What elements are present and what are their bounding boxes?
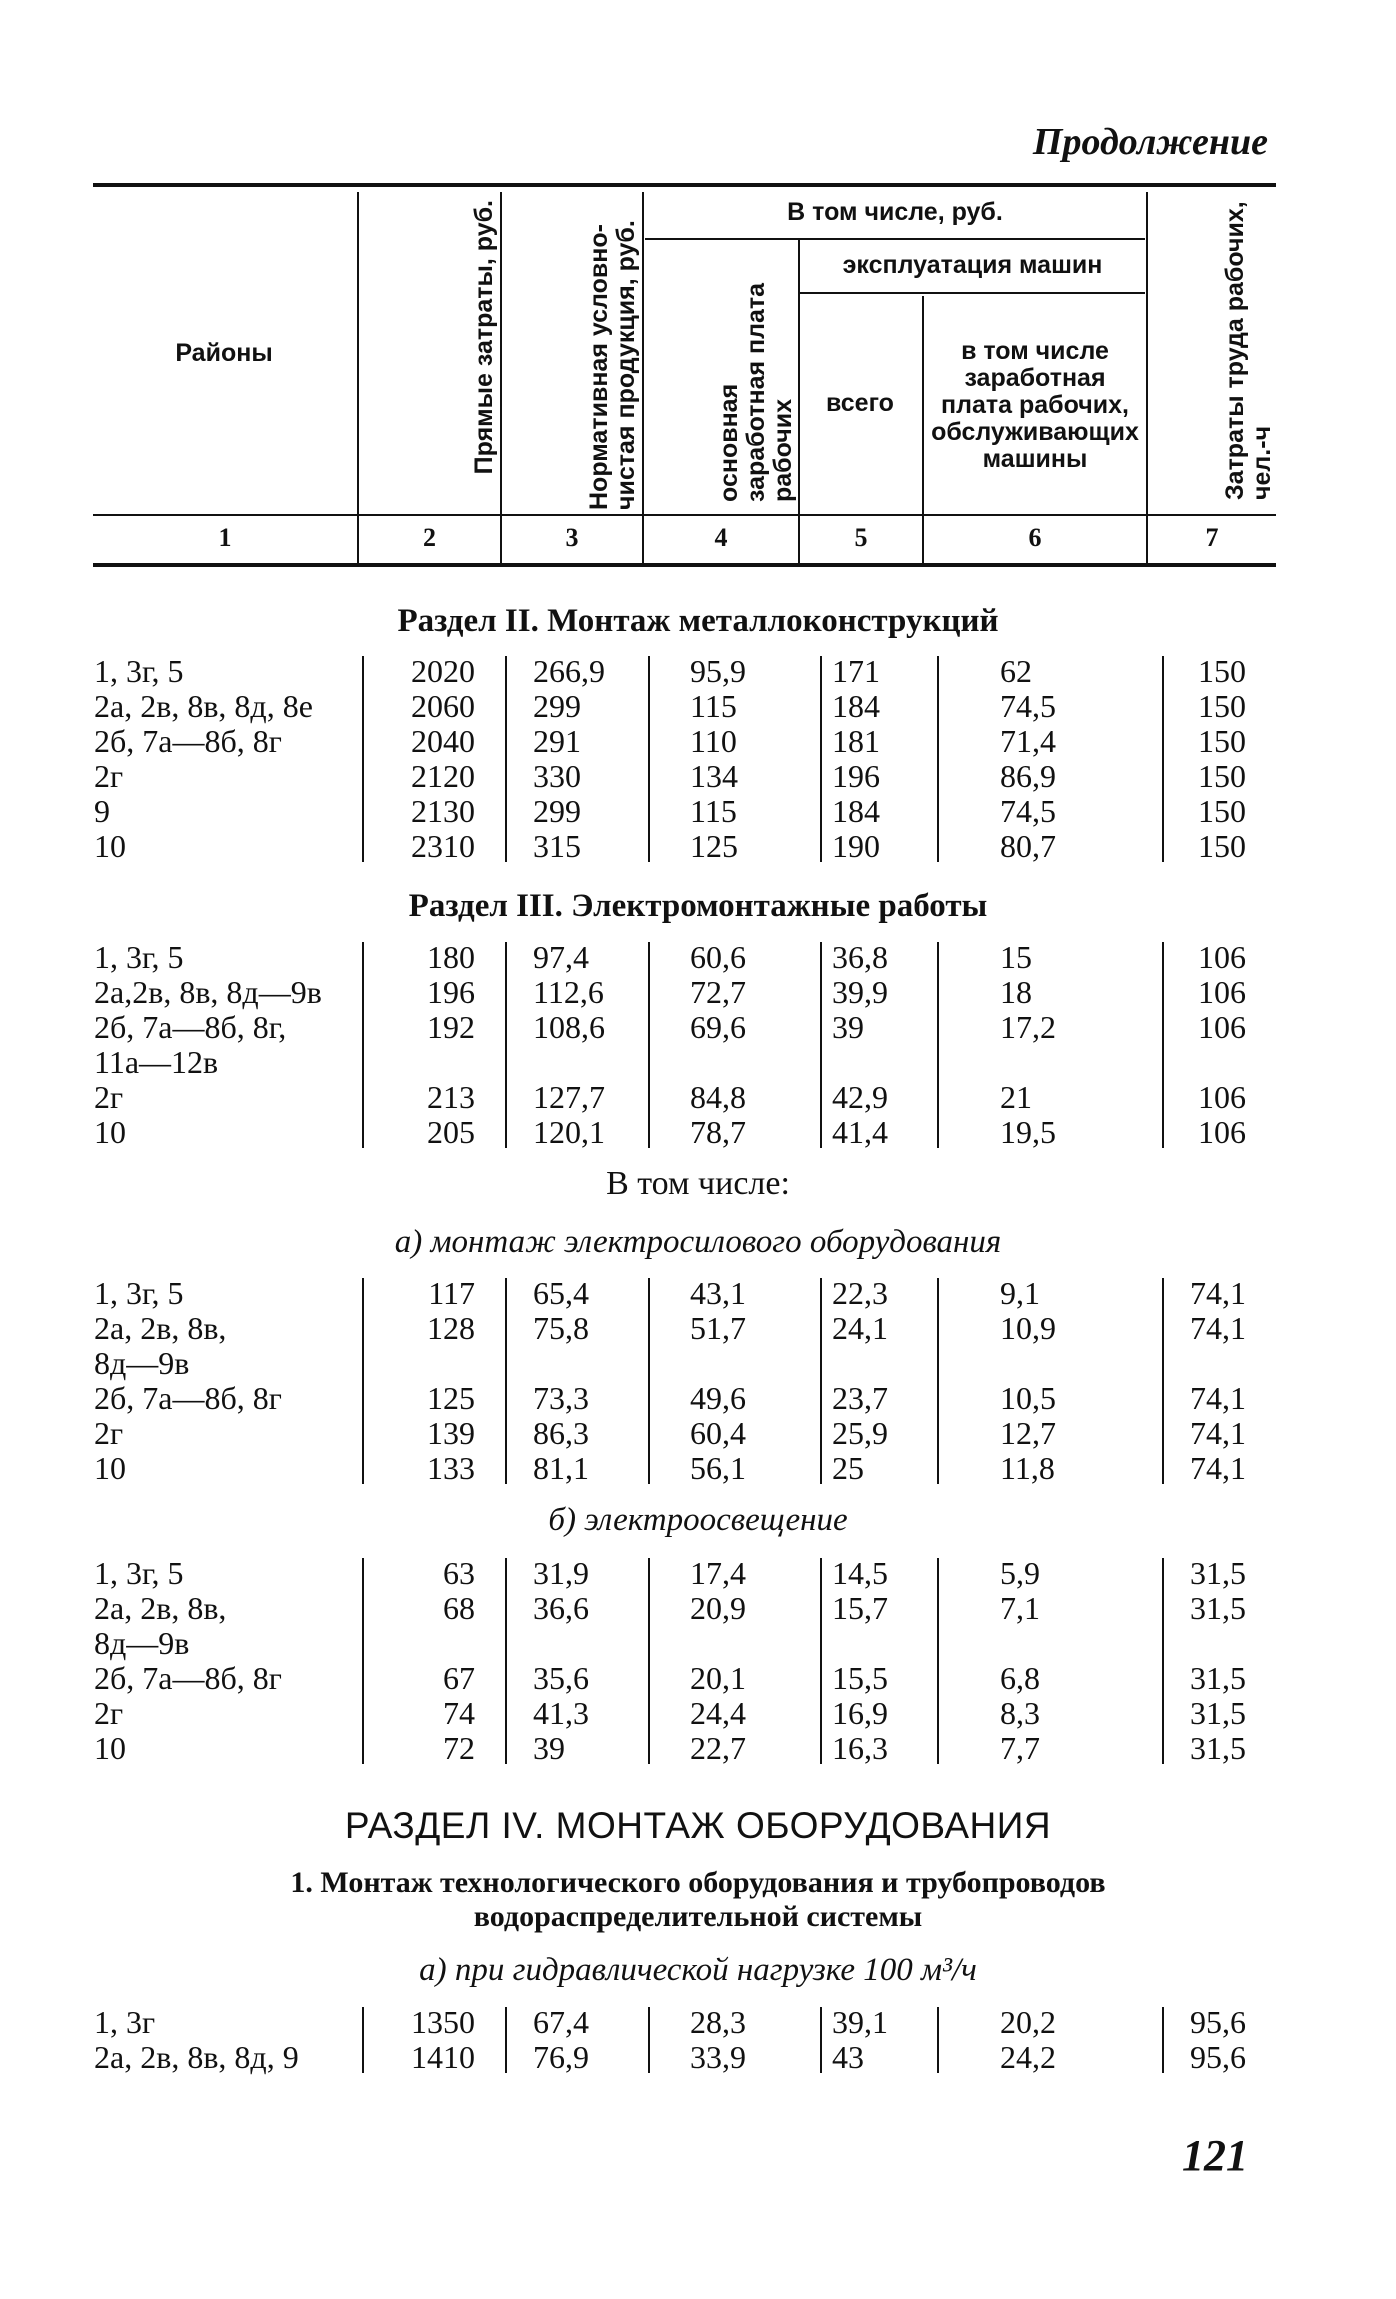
header-bottom-rule <box>93 563 1276 567</box>
table-row <box>0 1381 1396 1416</box>
cell-region: 1, 3г, 5 <box>94 653 184 689</box>
header-base-wage: основная заработная плата рабочих <box>715 282 797 502</box>
cell-region: 2а, 2в, 8в, <box>94 1310 227 1346</box>
cell-machine-wage: 15 <box>1000 939 1032 975</box>
cell-direct-costs: 2060 <box>411 688 475 724</box>
cell-machine-total: 171 <box>832 653 880 689</box>
cell-labor: 31,5 <box>1190 1555 1246 1591</box>
cell-region: 2а,2в, 8в, 8д—9в <box>94 974 322 1010</box>
section-4-sub1a-title: а) при гидравлической нагрузке 100 м³/ч <box>419 1952 977 1988</box>
column-number: 2 <box>423 523 436 552</box>
cell-labor: 150 <box>1198 793 1246 829</box>
cell-labor: 106 <box>1198 1114 1246 1150</box>
cell-machine-wage: 7,7 <box>1000 1730 1040 1766</box>
column-number: 1 <box>218 523 232 552</box>
cell-direct-costs: 2310 <box>411 828 475 864</box>
cell-machine-wage: 19,5 <box>1000 1114 1056 1150</box>
table-row <box>0 1591 1396 1626</box>
cell-region: 1, 3г, 5 <box>94 1555 184 1591</box>
cell-labor: 74,1 <box>1190 1310 1246 1346</box>
section-2-title: Раздел II. Монтаж металлоконструкций <box>397 603 999 639</box>
cell-direct-costs: 74 <box>443 1695 475 1731</box>
cell-labor: 150 <box>1198 758 1246 794</box>
cell-direct-costs: 205 <box>427 1114 475 1150</box>
cell-machine-total: 39 <box>832 1009 864 1045</box>
cell-normative: 81,1 <box>533 1450 589 1486</box>
cell-direct-costs: 196 <box>427 974 475 1010</box>
cell-normative: 120,1 <box>533 1114 605 1150</box>
cell-machine-total: 184 <box>832 688 880 724</box>
cell-base-wage: 43,1 <box>690 1275 746 1311</box>
cell-base-wage: 110 <box>690 723 737 759</box>
subsection-a-title: а) монтаж электросилового оборудования <box>394 1224 1002 1260</box>
cell-normative: 67,4 <box>533 2004 589 2040</box>
cell-region: 2б, 7а—8б, 8г <box>94 1380 282 1416</box>
header-direct-costs: Прямые затраты, руб. <box>470 200 498 475</box>
cell-base-wage: 134 <box>690 758 738 794</box>
cell-machine-total: 41,4 <box>832 1114 888 1150</box>
table-row <box>0 1045 1396 1080</box>
cell-normative: 36,6 <box>533 1590 589 1626</box>
subsection-a-rows <box>0 1276 1396 1486</box>
cell-normative: 41,3 <box>533 1695 589 1731</box>
cell-machine-total: 190 <box>832 828 880 864</box>
header-divider <box>500 192 502 564</box>
cell-normative: 76,9 <box>533 2039 589 2075</box>
cell-region: 10 <box>94 828 126 864</box>
section-4-title: РАЗДЕЛ IV. МОНТАЖ ОБОРУДОВАНИЯ <box>344 1805 1052 1846</box>
cell-direct-costs: 192 <box>427 1009 475 1045</box>
cell-direct-costs: 72 <box>443 1730 475 1766</box>
section-4-rows <box>0 2005 1396 2075</box>
cell-region: 8д—9в <box>94 1625 190 1661</box>
cell-machine-wage: 8,3 <box>1000 1695 1040 1731</box>
cell-machine-wage: 62 <box>1000 653 1032 689</box>
cell-region: 8д—9в <box>94 1345 190 1381</box>
cell-machine-wage: 71,4 <box>1000 723 1056 759</box>
section-3-title: Раздел III. Электромонтажные работы <box>408 888 988 924</box>
cell-direct-costs: 213 <box>427 1079 475 1115</box>
cell-base-wage: 95,9 <box>690 653 746 689</box>
cell-machine-total: 42,9 <box>832 1079 888 1115</box>
cell-normative: 127,7 <box>533 1079 605 1115</box>
cell-direct-costs: 63 <box>443 1555 475 1591</box>
header-total: всего <box>826 388 894 417</box>
cell-region: 2а, 2в, 8в, 8д, 9 <box>94 2039 299 2075</box>
cell-normative: 75,8 <box>533 1310 589 1346</box>
cell-direct-costs: 133 <box>427 1450 475 1486</box>
cell-machine-wage: 21 <box>1000 1079 1032 1115</box>
cell-normative: 39 <box>533 1730 565 1766</box>
cell-region: 10 <box>94 1114 126 1150</box>
cell-base-wage: 60,4 <box>690 1415 746 1451</box>
cell-machine-wage: 74,5 <box>1000 688 1056 724</box>
cell-normative: 65,4 <box>533 1275 589 1311</box>
cell-machine-total: 25,9 <box>832 1415 888 1451</box>
cell-region: 2а, 2в, 8в, <box>94 1590 227 1626</box>
cell-direct-costs: 117 <box>428 1275 475 1311</box>
cell-labor: 74,1 <box>1190 1450 1246 1486</box>
cell-machine-wage: 10,5 <box>1000 1380 1056 1416</box>
table-row <box>0 1661 1396 1696</box>
cell-labor: 74,1 <box>1190 1415 1246 1451</box>
cell-machine-wage: 7,1 <box>1000 1590 1040 1626</box>
cell-region: 2б, 7а—8б, 8г, <box>94 1009 287 1045</box>
cell-machine-wage: 80,7 <box>1000 828 1056 864</box>
cell-machine-total: 36,8 <box>832 939 888 975</box>
table-row <box>0 2005 1396 2040</box>
cell-machine-wage: 9,1 <box>1000 1275 1040 1311</box>
cell-base-wage: 24,4 <box>690 1695 746 1731</box>
cell-labor: 31,5 <box>1190 1590 1246 1626</box>
cell-region: 1, 3г, 5 <box>94 939 184 975</box>
including-label: В том числе: <box>606 1165 790 1202</box>
cell-base-wage: 17,4 <box>690 1555 746 1591</box>
cell-region: 9 <box>94 793 110 829</box>
cell-machine-wage: 24,2 <box>1000 2039 1056 2075</box>
cell-region: 2б, 7а—8б, 8г <box>94 723 282 759</box>
table-row <box>0 1416 1396 1451</box>
cell-machine-total: 14,5 <box>832 1555 888 1591</box>
cell-base-wage: 125 <box>690 828 738 864</box>
cell-machine-wage: 74,5 <box>1000 793 1056 829</box>
cell-machine-total: 43 <box>832 2039 864 2075</box>
column-number: 5 <box>854 523 868 552</box>
cell-machine-total: 16,9 <box>832 1695 888 1731</box>
cell-normative: 330 <box>533 758 581 794</box>
section-3-rows <box>0 940 1396 1150</box>
table-row <box>0 1346 1396 1381</box>
cell-base-wage: 33,9 <box>690 2039 746 2075</box>
header-divider <box>642 192 644 564</box>
table-row <box>0 1311 1396 1346</box>
cell-machine-total: 39,9 <box>832 974 888 1010</box>
cell-labor: 106 <box>1198 939 1246 975</box>
cell-machine-total: 15,7 <box>832 1590 888 1626</box>
cell-machine-wage: 10,9 <box>1000 1310 1056 1346</box>
cell-region: 11а—12в <box>94 1044 219 1080</box>
cell-labor: 150 <box>1198 723 1246 759</box>
cell-labor: 150 <box>1198 688 1246 724</box>
table-row <box>0 1696 1396 1731</box>
cell-machine-total: 15,5 <box>832 1660 888 1696</box>
header-divider <box>645 238 1145 240</box>
table-row <box>0 1010 1396 1045</box>
cell-region: 2г <box>94 1079 124 1115</box>
cell-direct-costs: 2120 <box>411 758 475 794</box>
cell-normative: 299 <box>533 793 581 829</box>
cell-normative: 35,6 <box>533 1660 589 1696</box>
cell-base-wage: 56,1 <box>690 1450 746 1486</box>
cell-labor: 95,6 <box>1190 2004 1246 2040</box>
cell-normative: 299 <box>533 688 581 724</box>
cell-direct-costs: 125 <box>427 1380 475 1416</box>
table-row <box>0 1556 1396 1591</box>
cell-direct-costs: 180 <box>427 939 475 975</box>
column-number: 4 <box>714 523 728 552</box>
cell-labor: 106 <box>1198 1009 1246 1045</box>
cell-machine-total: 39,1 <box>832 2004 888 2040</box>
header-divider <box>93 514 1276 516</box>
cell-region: 2г <box>94 1695 124 1731</box>
cell-direct-costs: 1410 <box>411 2039 475 2075</box>
cell-region: 1, 3г <box>94 2004 156 2040</box>
cell-machine-wage: 12,7 <box>1000 1415 1056 1451</box>
header-labor: Затраты труда рабочих, чел.-ч <box>1221 201 1276 500</box>
cell-base-wage: 84,8 <box>690 1079 746 1115</box>
subsection-b-rows <box>0 1556 1396 1766</box>
cell-labor: 106 <box>1198 1079 1246 1115</box>
cell-normative: 112,6 <box>533 974 604 1010</box>
section-4-sub1-title-line1: 1. Монтаж технологического оборудования и трубопроводов <box>290 1866 1106 1899</box>
cell-base-wage: 72,7 <box>690 974 746 1010</box>
header-regions: Районы <box>175 338 273 367</box>
cell-normative: 315 <box>533 828 581 864</box>
header-machine-wage: в том числе заработная плата рабочих, обслуживающих машины <box>931 336 1139 473</box>
cell-machine-wage: 5,9 <box>1000 1555 1040 1591</box>
table-row <box>0 975 1396 1010</box>
cell-direct-costs: 67 <box>443 1660 475 1696</box>
cell-normative: 73,3 <box>533 1380 589 1416</box>
header-divider <box>800 292 1145 294</box>
cell-base-wage: 49,6 <box>690 1380 746 1416</box>
cell-base-wage: 28,3 <box>690 2004 746 2040</box>
table-row <box>0 1626 1396 1661</box>
table-row <box>0 759 1396 794</box>
cell-direct-costs: 1350 <box>411 2004 475 2040</box>
header-machine-operation: эксплуатация машин <box>842 250 1103 279</box>
cell-machine-total: 196 <box>832 758 880 794</box>
cell-base-wage: 20,1 <box>690 1660 746 1696</box>
cell-machine-wage: 6,8 <box>1000 1660 1040 1696</box>
table-row <box>0 794 1396 829</box>
column-number: 3 <box>565 523 579 552</box>
cell-direct-costs: 128 <box>427 1310 475 1346</box>
header-divider <box>357 192 359 564</box>
table-row <box>0 940 1396 975</box>
table-row <box>0 1731 1396 1766</box>
cell-machine-wage: 11,8 <box>1000 1450 1055 1486</box>
cell-base-wage: 22,7 <box>690 1730 746 1766</box>
column-number: 7 <box>1205 523 1219 552</box>
cell-region: 1, 3г, 5 <box>94 1275 184 1311</box>
cell-normative: 31,9 <box>533 1555 589 1591</box>
cell-machine-wage: 86,9 <box>1000 758 1056 794</box>
header-normative-product: Нормативная условно-чистая продукция, руб. <box>585 220 640 510</box>
cell-machine-total: 24,1 <box>832 1310 888 1346</box>
cell-machine-total: 25 <box>832 1450 864 1486</box>
cell-normative: 266,9 <box>533 653 605 689</box>
cell-region: 2б, 7а—8б, 8г <box>94 1660 282 1696</box>
cell-labor: 74,1 <box>1190 1275 1246 1311</box>
cell-region: 2г <box>94 1415 124 1451</box>
cell-machine-total: 23,7 <box>832 1380 888 1416</box>
cell-machine-wage: 18 <box>1000 974 1032 1010</box>
cell-base-wage: 20,9 <box>690 1590 746 1626</box>
cell-direct-costs: 139 <box>427 1415 475 1451</box>
table-row <box>0 724 1396 759</box>
cell-labor: 31,5 <box>1190 1730 1246 1766</box>
table-row <box>0 2040 1396 2075</box>
section-4-sub1-title-line2: водораспределительной системы <box>473 1900 923 1933</box>
cell-base-wage: 115 <box>690 793 737 829</box>
column-number: 6 <box>1028 523 1042 552</box>
cell-direct-costs: 2020 <box>411 653 475 689</box>
table-row <box>0 1276 1396 1311</box>
cell-labor: 31,5 <box>1190 1695 1246 1731</box>
cell-machine-wage: 20,2 <box>1000 2004 1056 2040</box>
cell-direct-costs: 2040 <box>411 723 475 759</box>
header-divider <box>1146 192 1148 564</box>
cell-base-wage: 115 <box>690 688 737 724</box>
cell-normative: 86,3 <box>533 1415 589 1451</box>
cell-base-wage: 78,7 <box>690 1114 746 1150</box>
cell-machine-total: 16,3 <box>832 1730 888 1766</box>
cell-labor: 31,5 <box>1190 1660 1246 1696</box>
cell-base-wage: 69,6 <box>690 1009 746 1045</box>
cell-labor: 106 <box>1198 974 1246 1010</box>
cell-labor: 74,1 <box>1190 1380 1246 1416</box>
cell-region: 10 <box>94 1730 126 1766</box>
cell-direct-costs: 2130 <box>411 793 475 829</box>
cell-machine-total: 181 <box>832 723 880 759</box>
cell-region: 10 <box>94 1450 126 1486</box>
cell-machine-total: 184 <box>832 793 880 829</box>
page-number: 121 <box>1182 2131 1248 2180</box>
table-row <box>0 1080 1396 1115</box>
cell-direct-costs: 68 <box>443 1590 475 1626</box>
subsection-b-title: б) электроосвещение <box>548 1502 848 1538</box>
cell-base-wage: 51,7 <box>690 1310 746 1346</box>
cell-labor: 150 <box>1198 653 1246 689</box>
table-row <box>0 689 1396 724</box>
cell-normative: 97,4 <box>533 939 589 975</box>
cell-labor: 95,6 <box>1190 2039 1246 2075</box>
cell-region: 2г <box>94 758 124 794</box>
table-row <box>0 1451 1396 1486</box>
cell-normative: 291 <box>533 723 581 759</box>
cell-machine-total: 22,3 <box>832 1275 888 1311</box>
table-row <box>0 654 1396 689</box>
table-row <box>0 829 1396 864</box>
cell-labor: 150 <box>1198 828 1246 864</box>
continuation-label: Продолжение <box>1032 121 1268 163</box>
cell-normative: 108,6 <box>533 1009 605 1045</box>
cell-base-wage: 60,6 <box>690 939 746 975</box>
section-2-rows <box>0 654 1396 864</box>
cell-machine-wage: 17,2 <box>1000 1009 1056 1045</box>
table-row <box>0 1115 1396 1150</box>
header-including: В том числе, руб. <box>787 197 1003 226</box>
header-top-rule <box>93 183 1276 187</box>
cell-region: 2а, 2в, 8в, 8д, 8е <box>94 688 313 724</box>
